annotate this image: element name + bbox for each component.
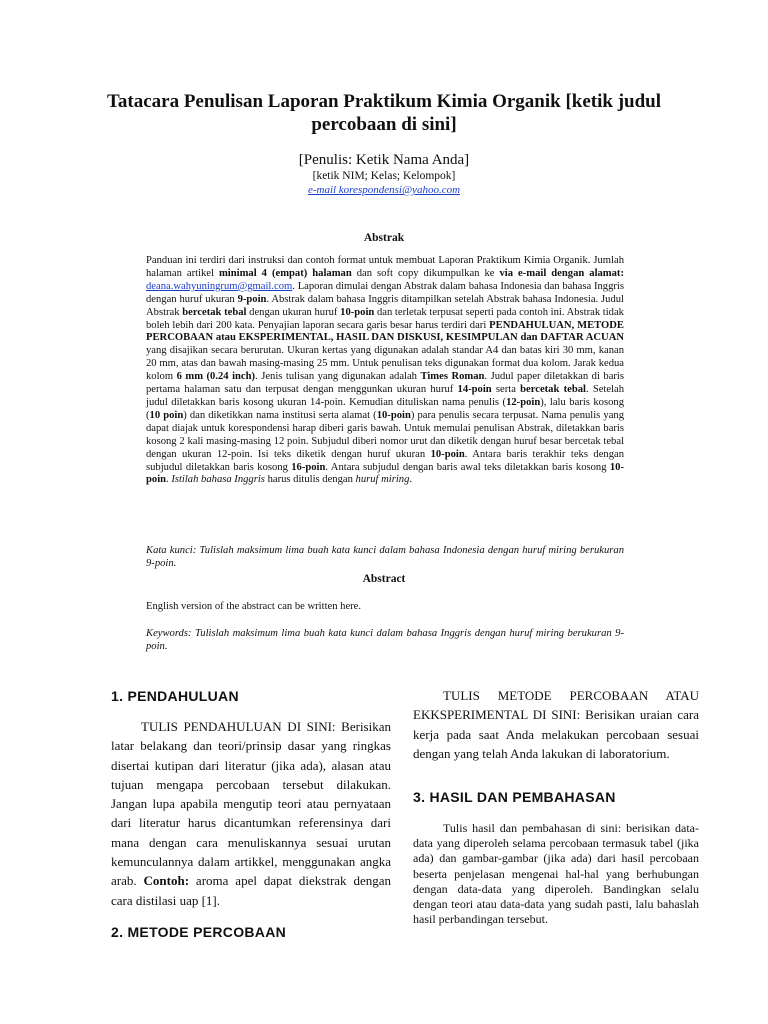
keywords: Keywords: Tulislah maksimum lima buah kata kunci dalam bahasa Inggris dengan huruf miring berukuran 9-poin. <box>146 628 624 652</box>
abstrak-body: Panduan ini terdiri dari instruksi dan contoh format untuk membuat Laporan Praktikum Kimia Organik. Jumlah halaman artikel minimal 4 (empat) halaman dan soft copy dikumpulkan ke via e-mail dengan alamat: deana.wahyuningrum@gmail.com. Laporan dimulai dengan Abstrak dalam bahasa Indonesia dan bahasa Inggris dengan huruf ukuran 9-poin. Abstrak dalam bahasa Inggris ditampilkan setelah Abstrak bahasa Indonesia. Judul Abstrak bercetak tebal dengan ukuran huruf 10-poin dan terletak terpusat seperti pada contoh ini. Abstrak tidak boleh lebih dari 200 kata. Penyajian laporan secara garis besar harus terdiri dari PENDAHULUAN, METODE PERCOBAAN atau EKSPERIMENTAL, HASIL DAN DISKUSI, KESIMPULAN dan DAFTAR ACUAN yang disajikan secara berurutan. Ukuran kertas yang digunakan adalah standar A4 dan batas kiri 30 mm, kanan 20 mm, atas dan bawah masing-masing 25 mm. Untuk penulisan teks digunakan format dua kolom. Jarak kedua kolom 6 mm (0.24 inch). Jenis tulisan yang digunakan adalah Times Roman. Judul paper diletakkan di baris pertama halaman satu dan terpusat dengan menggunkan ukuran huruf 14-poin serta bercetak tebal. Setelah judul diletakkan baris kosong ukuran 14-poin. Kemudian dituliskan nama penulis (12-poin), lalu baris kosong (10 poin) dan diketikkan nama institusi serta alamat (10-poin) para penulis secara terpusat. Nama penulis yang dapat diajak untuk korespondensi harap diberi garis bawah. Untuk memulai penulisan Abstrak, diletakkan baris kosong 2 kali masing-masing 12 poin. Subjudul diberi nomor urut dan diketik dengan huruf besar bercetak tebal dengan ukuran 12-poin. Isi teks diketik dengan huruf ukuran 10-poin. Antara baris terakhir teks dengan subjudul diletakkan baris kosong 16-poin. Antara subjudul dengan baris awal teks diletakkan baris kosong 10-poin. Istilah bahasa Inggris harus ditulis dengan huruf miring. <box>146 255 625 486</box>
abstract-heading: Abstract <box>362 573 406 585</box>
section-heading-hasil: 3. HASIL DAN PEMBAHASAN <box>413 789 616 805</box>
section-heading-metode: 2. METODE PERCOBAAN <box>111 924 287 940</box>
section-text-pendahuluan: TULIS PENDAHULUAN DI SINI: Berisikan latar belakang dan teori/prinsip dasar yang ringkas disertai kutipan dari literatur (jika ada), alasan atau tujuan mengapa percobaan tersebut dilakukan. Jangan lupa apabila mengutip teori atau pernyataan dari literatur harus dicantumkan referensinya dari mana dengan cara menuliskannya sesuai urutan kemunculannya dalam artikkel, menggunakan angka arab. Contoh: aroma apel dapat diekstrak dengan cara distilasi uap [1]. <box>111 719 391 908</box>
kata-kunci: Kata kunci: Tulislah maksimum lima buah kata kunci dalam bahasa Indonesia dengan huruf miring berukuran 9-poin. <box>146 545 624 569</box>
paper-title: Tatacara Penulisan Laporan Praktikum Kimia Organik [ketik judul percobaan di sini] <box>106 91 662 135</box>
author-email-link[interactable]: e-mail korespondensi@yahoo.com <box>307 184 461 196</box>
abstrak-heading: Abstrak <box>363 232 405 244</box>
author-name: [Penulis: Ketik Nama Anda] <box>298 152 470 168</box>
contact-email-link[interactable]: deana.wahyuningrum@gmail.com <box>146 280 293 292</box>
abstract-body: English version of the abstract can be written here. <box>146 601 362 612</box>
section-text-metode: TULIS METODE PERCOBAAN ATAU EKKSPERIMENTAL DI SINI: Berisikan uraian cara kerja pada saat Anda melakukan percobaan sesuai dengan yang telah Anda lakukan di laboratorium. <box>413 688 699 761</box>
author-affiliation: [ketik NIM; Kelas; Kelompok] <box>312 170 456 182</box>
section-text-hasil: Tulis hasil dan pembahasan di sini: berisikan data-data yang diperoleh selama percobaan termasuk tabel (jika ada) dan gambar-gambar (jika ada) dari hasil percobaan beserta penjelasan mengenai hal-hal yang berhubungan dengan data-data yang diperoleh. Bandingkan selalu dengan teori atau data-data yang sudah pasti, lalu bahaslah hasil perbandingan tersebut. <box>413 821 699 927</box>
section-heading-pendahuluan: 1. PENDAHULUAN <box>111 688 239 704</box>
